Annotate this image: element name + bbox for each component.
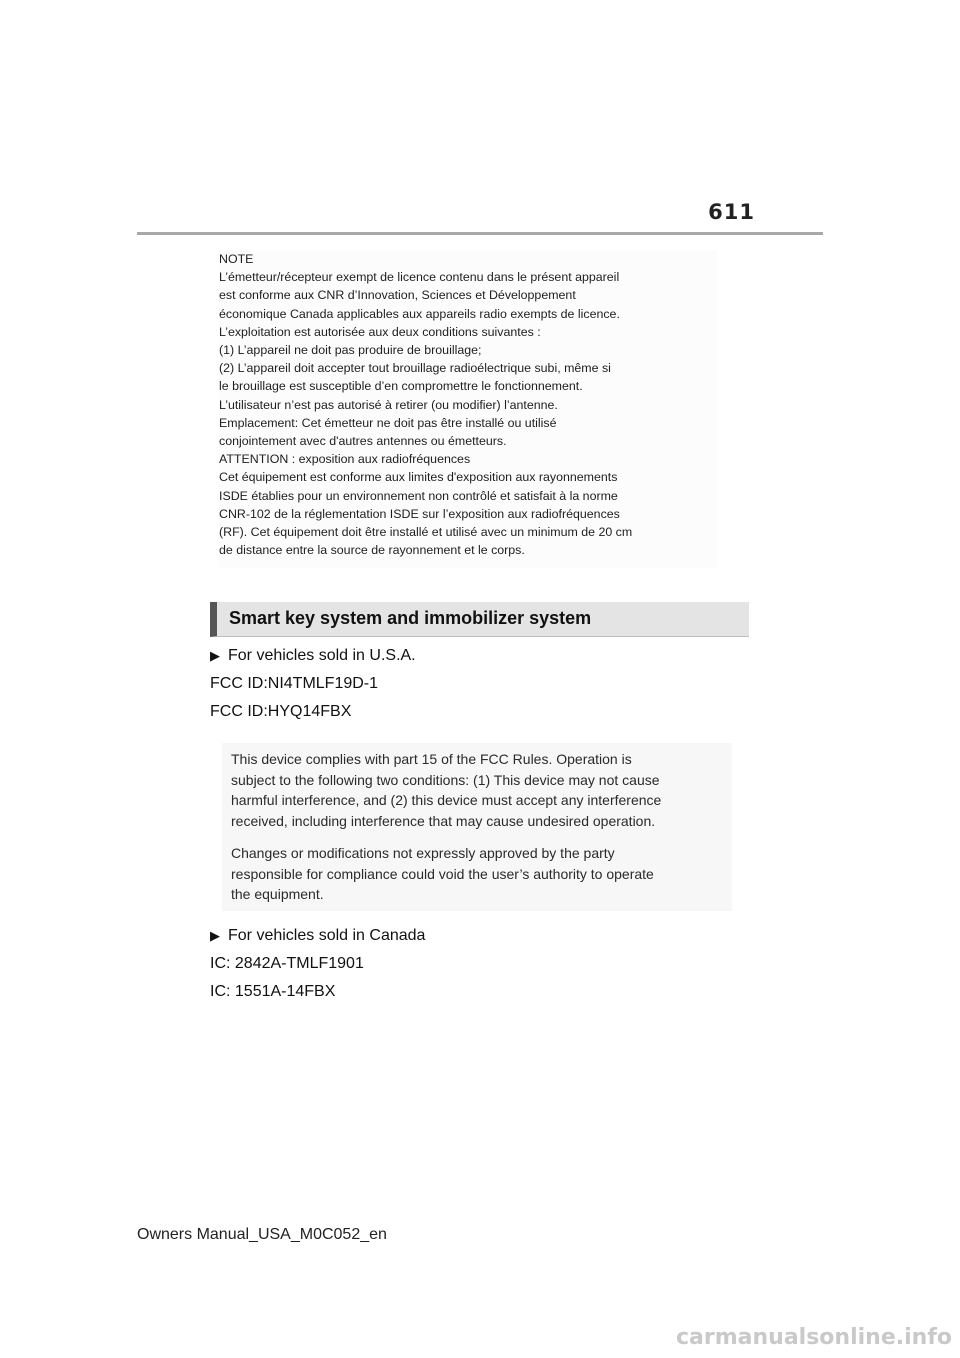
- notice-fcc-image: [222, 743, 732, 911]
- watermark: carmanualsonline.info: [676, 1325, 952, 1350]
- notice-fr-line: Emplacement: Cet émetteur ne doit pas être installé ou utilisé: [219, 415, 557, 430]
- notice-fcc-line: received, including interference that may cause undesired operation.: [231, 812, 656, 829]
- canada-bullet-text: For vehicles sold in Canada: [228, 927, 426, 944]
- notice-fr-line: (1) L’appareil ne doit pas produire de brouillage;: [219, 343, 482, 358]
- notice-fr-line: ISDE établies pour un environnement non contrôlé et satisfait à la norme: [219, 488, 618, 503]
- notice-fcc-line: the equipment.: [231, 886, 324, 902]
- notice-fcc-line: subject to the following two conditions: (1) This device may not cause: [231, 771, 660, 788]
- usa-bullet-text: For vehicles sold in U.S.A.: [228, 647, 416, 664]
- notice-fr-line: le brouillage est susceptible d’en compromettre le fonctionnement.: [219, 379, 583, 394]
- notice-fr-line: de distance entre la source de rayonnement et le corps.: [219, 543, 525, 558]
- fcc-id: FCC ID:HYQ14FBX: [210, 703, 352, 720]
- canada-bullet: [210, 927, 425, 945]
- notice-fr-line: conjointement avec d'autres antennes ou émetteurs.: [219, 434, 507, 449]
- fcc-id: FCC ID:NI4TMLF19D-1: [210, 675, 379, 692]
- notice-fr-line: (2) L’appareil doit accepter tout brouillage radioélectrique subi, même si: [219, 361, 611, 376]
- notice-fr-line: économique Canada applicables aux appareils radio exempts de licence.: [219, 306, 620, 321]
- section-heading-text: Smart key system and immobilizer system: [229, 608, 592, 628]
- notice-fr-line: L’émetteur/récepteur exempt de licence contenu dans le présent appareil: [219, 270, 620, 285]
- section-heading: [210, 602, 749, 637]
- notice-fr-line: Cet équipement est conforme aux limites d'exposition aux rayonnements: [219, 470, 618, 485]
- notice-fcc-paragraph: [222, 743, 732, 831]
- page-number: 611: [708, 200, 755, 224]
- ic-id: IC: 2842A-TMLF1901: [210, 955, 364, 972]
- usa-bullet: [210, 647, 416, 665]
- notice-fr-line: NOTE: [219, 252, 254, 266]
- notice-fcc-line: harmful interference, and (2) this device must accept any interference: [231, 792, 662, 808]
- notice-fcc-paragraph: [222, 831, 732, 905]
- notice-fcc-line: This device complies with part 15 of the FCC Rules. Operation is: [231, 751, 632, 767]
- notice-fr-line: L’exploitation est autorisée aux deux conditions suivantes :: [219, 324, 541, 339]
- notice-fcc-line: Changes or modifications not expressly approved by the party: [231, 845, 615, 861]
- notice-fr-line: (RF). Cet équipement doit être installé et utilisé avec un minimum de 20 cm: [219, 525, 633, 540]
- notice-fr-line: CNR-102 de la réglementation ISDE sur l’exposition aux radiofréquences: [219, 506, 620, 521]
- ic-id: IC: 1551A-14FBX: [210, 983, 336, 1000]
- notice-fr-image: [219, 250, 717, 568]
- notice-fr-line: ATTENTION : exposition aux radiofréquences: [219, 452, 471, 467]
- notice-fcc-line: responsible for compliance could void the user’s authority to operate: [231, 865, 654, 882]
- triangle-right-icon: ▶: [210, 648, 220, 663]
- header-rule: [137, 232, 823, 235]
- footer-text: Owners Manual_USA_M0C052_en: [137, 1226, 387, 1243]
- notice-fr-line: L’utilisateur n’est pas autorisé à retirer (ou modifier) l’antenne.: [219, 397, 558, 412]
- notice-fr-line: est conforme aux CNR d’Innovation, Sciences et Développement: [219, 288, 576, 303]
- triangle-right-icon: ▶: [210, 928, 220, 943]
